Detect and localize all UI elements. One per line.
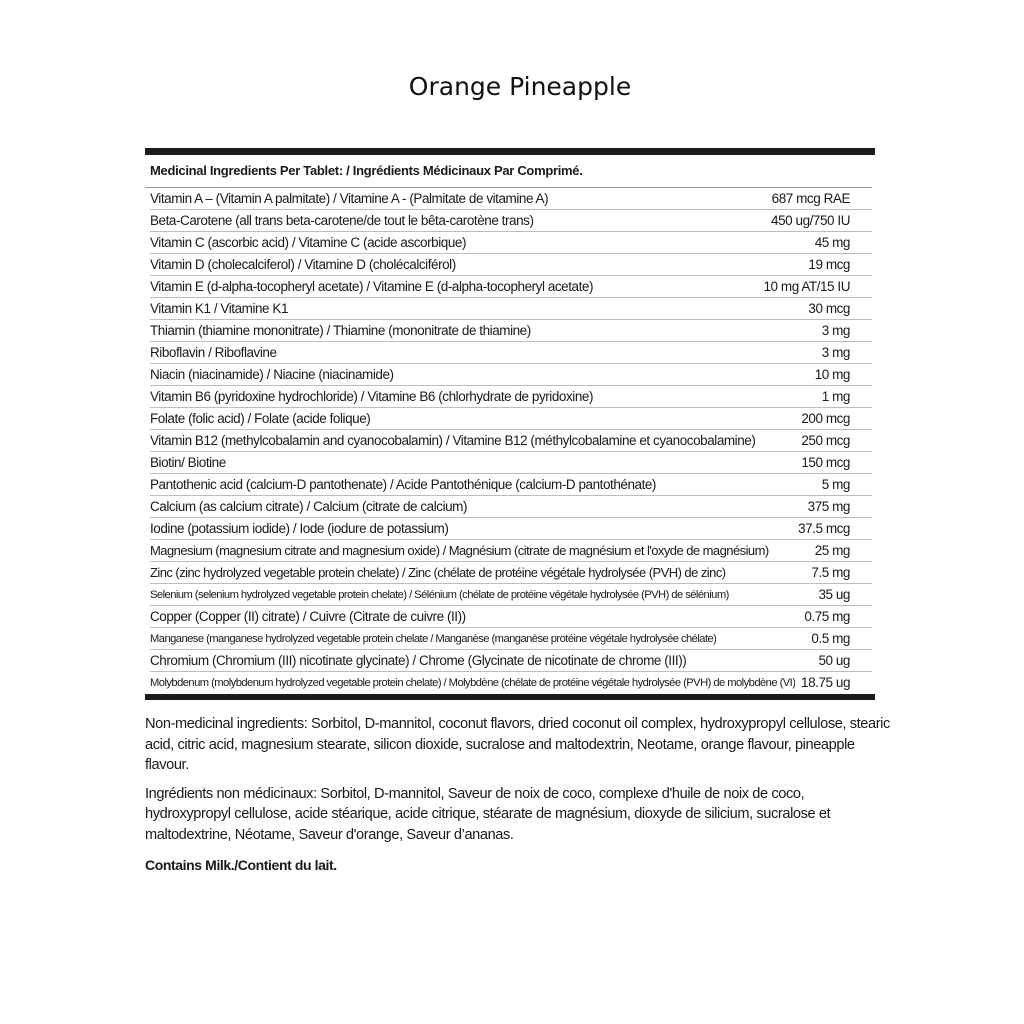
table-row bbox=[150, 276, 872, 298]
table-row bbox=[150, 232, 872, 254]
ingredient-amount: 5 mg bbox=[821, 477, 850, 492]
ingredient-amount: 1 mg bbox=[821, 389, 850, 404]
table-row bbox=[150, 408, 872, 430]
ingredient-name: Riboflavin / Riboflavine bbox=[150, 345, 277, 360]
ingredient-name: Vitamin A – (Vitamin A palmitate) / Vitamine A - (Palmitate de vitamine A) bbox=[150, 191, 549, 206]
table-row bbox=[150, 518, 872, 540]
ingredient-name: Calcium (as calcium citrate) / Calcium (citrate de calcium) bbox=[150, 499, 468, 514]
table-row bbox=[150, 430, 872, 452]
ingredient-name: Vitamin B6 (pyridoxine hydrochloride) / Vitamine B6 (chlorhydrate de pyridoxine) bbox=[150, 389, 593, 404]
notes-section bbox=[145, 714, 890, 884]
ingredient-name: Beta-Carotene (all trans beta-carotene/de tout le bêta-carotène trans) bbox=[150, 213, 534, 228]
allergen-statement: Contains Milk./Contient du lait. bbox=[145, 857, 337, 873]
ingredient-amount: 3 mg bbox=[821, 323, 850, 338]
ingredient-amount: 0.75 mg bbox=[804, 609, 850, 624]
table-row bbox=[150, 364, 872, 386]
ingredient-name: Magnesium (magnesium citrate and magnesium oxide) / Magnésium (citrate de magnésium et l'oxyde de magnésium) bbox=[150, 543, 769, 558]
ingredient-amount: 3 mg bbox=[821, 345, 850, 360]
table-row bbox=[150, 540, 872, 562]
non-medicinal-fr: Ingrédients non médicinaux: Sorbitol, D-mannitol, Saveur de noix de coco, complexe d'huile de noix de coco, hydroxypropyl cellulose, acide stéarique, acide citrique, stéarate de magnésium, dioxyde de silicium, sucralose et maltodextrine, Néotame, Saveur d'orange, Saveur d’ananas. bbox=[145, 785, 831, 843]
ingredient-name: Chromium (Chromium (III) nicotinate glycinate) / Chrome (Glycinate de nicotinate de chrome (III)) bbox=[150, 653, 687, 668]
table-row bbox=[150, 452, 872, 474]
table-row bbox=[150, 342, 872, 364]
table-row bbox=[150, 672, 872, 693]
non-medicinal-en: Non-medicinal ingredients: Sorbitol, D-mannitol, coconut flavors, dried coconut oil complex, hydroxypropyl cellulose, stearic acid, citric acid, magnesium stearate, silicon dioxide, sucralose and maltodextrin, Neotame, orange flavour, pineapple flavour. bbox=[145, 716, 890, 773]
table-row bbox=[150, 650, 872, 672]
ingredient-amount: 45 mg bbox=[814, 235, 850, 250]
ingredient-amount: 150 mcg bbox=[801, 455, 850, 470]
table-row bbox=[150, 188, 872, 210]
ingredient-name: Vitamin D (cholecalciferol) / Vitamine D (cholécalciférol) bbox=[150, 257, 456, 272]
table-header: Medicinal Ingredients Per Tablet: / Ingrédients Médicinaux Par Comprimé. bbox=[145, 155, 872, 188]
ingredient-name: Pantothenic acid (calcium-D pantothenate) / Acide Pantothénique (calcium-D pantothénate) bbox=[150, 477, 656, 492]
ingredient-amount: 687 mcg RAE bbox=[771, 191, 850, 206]
ingredient-name: Vitamin B12 (methylcobalamin and cyanocobalamin) / Vitamine B12 (méthylcobalamine et cyanocobalamine) bbox=[150, 433, 756, 448]
ingredient-name: Biotin/ Biotine bbox=[150, 455, 226, 470]
ingredient-name: Iodine (potassium iodide) / Iode (iodure de potassium) bbox=[150, 521, 449, 536]
ingredients-panel bbox=[145, 148, 875, 700]
ingredient-name: Vitamin E (d-alpha-tocopheryl acetate) / Vitamine E (d-alpha-tocopheryl acetate) bbox=[150, 279, 593, 294]
table-row bbox=[150, 474, 872, 496]
table-row bbox=[150, 298, 872, 320]
ingredient-amount: 250 mcg bbox=[801, 433, 850, 448]
table-row bbox=[150, 210, 872, 232]
ingredient-amount: 25 mg bbox=[814, 543, 850, 558]
table-row bbox=[150, 320, 872, 342]
ingredient-amount: 0.5 mg bbox=[811, 631, 850, 646]
ingredient-amount: 10 mg AT/15 IU bbox=[763, 279, 850, 294]
table-row bbox=[150, 496, 872, 518]
ingredients-table bbox=[150, 188, 872, 693]
ingredient-name: Zinc (zinc hydrolyzed vegetable protein chelate) / Zinc (chélate de protéine végétale hydrolysée (PVH) de zinc) bbox=[150, 565, 726, 580]
table-row bbox=[150, 606, 872, 628]
ingredient-amount: 200 mcg bbox=[801, 411, 850, 426]
table-row bbox=[150, 584, 872, 606]
ingredient-name: Vitamin K1 / Vitamine K1 bbox=[150, 301, 289, 316]
ingredient-amount: 10 mg bbox=[814, 367, 850, 382]
product-title: Orange Pineapple bbox=[408, 72, 632, 101]
table-row bbox=[150, 562, 872, 584]
table-row bbox=[150, 254, 872, 276]
bottom-rule bbox=[145, 694, 875, 700]
ingredient-amount: 450 ug/750 IU bbox=[771, 213, 850, 228]
ingredient-amount: 375 mg bbox=[807, 499, 850, 514]
table-row bbox=[150, 628, 872, 650]
ingredient-amount: 18.75 ug bbox=[801, 675, 850, 690]
ingredient-name: Copper (Copper (II) citrate) / Cuivre (Citrate de cuivre (II)) bbox=[150, 609, 466, 624]
table-row bbox=[150, 386, 872, 408]
ingredient-name: Thiamin (thiamine mononitrate) / Thiamine (mononitrate de thiamine) bbox=[150, 323, 531, 338]
top-rule bbox=[145, 148, 875, 155]
ingredient-amount: 30 mcg bbox=[808, 301, 850, 316]
ingredient-name: Molybdenum (molybdenum hydrolyzed vegetable protein chelate) / Molybdène (chélate de protéine végétale hydrolysée (PVH) de molybdène (VI) bbox=[150, 676, 796, 689]
ingredient-name: Vitamin C (ascorbic acid) / Vitamine C (acide ascorbique) bbox=[150, 235, 466, 250]
ingredient-name: Selenium (selenium hydrolyzed vegetable protein chelate) / Sélénium (chélate de protéine végétale hydrolysée (PVH) de sélénium) bbox=[150, 588, 729, 601]
ingredient-amount: 35 ug bbox=[818, 587, 850, 602]
ingredient-name: Niacin (niacinamide) / Niacine (niacinamide) bbox=[150, 367, 394, 382]
ingredient-amount: 19 mcg bbox=[808, 257, 850, 272]
ingredient-name: Manganese (manganese hydrolyzed vegetable protein chelate / Manganèse (manganèse protéine végétale hydrolysée chélate) bbox=[150, 632, 717, 645]
ingredient-amount: 7.5 mg bbox=[811, 565, 850, 580]
ingredient-amount: 37.5 mcg bbox=[798, 521, 850, 536]
ingredient-name: Folate (folic acid) / Folate (acide folique) bbox=[150, 411, 371, 426]
ingredient-amount: 50 ug bbox=[818, 653, 850, 668]
